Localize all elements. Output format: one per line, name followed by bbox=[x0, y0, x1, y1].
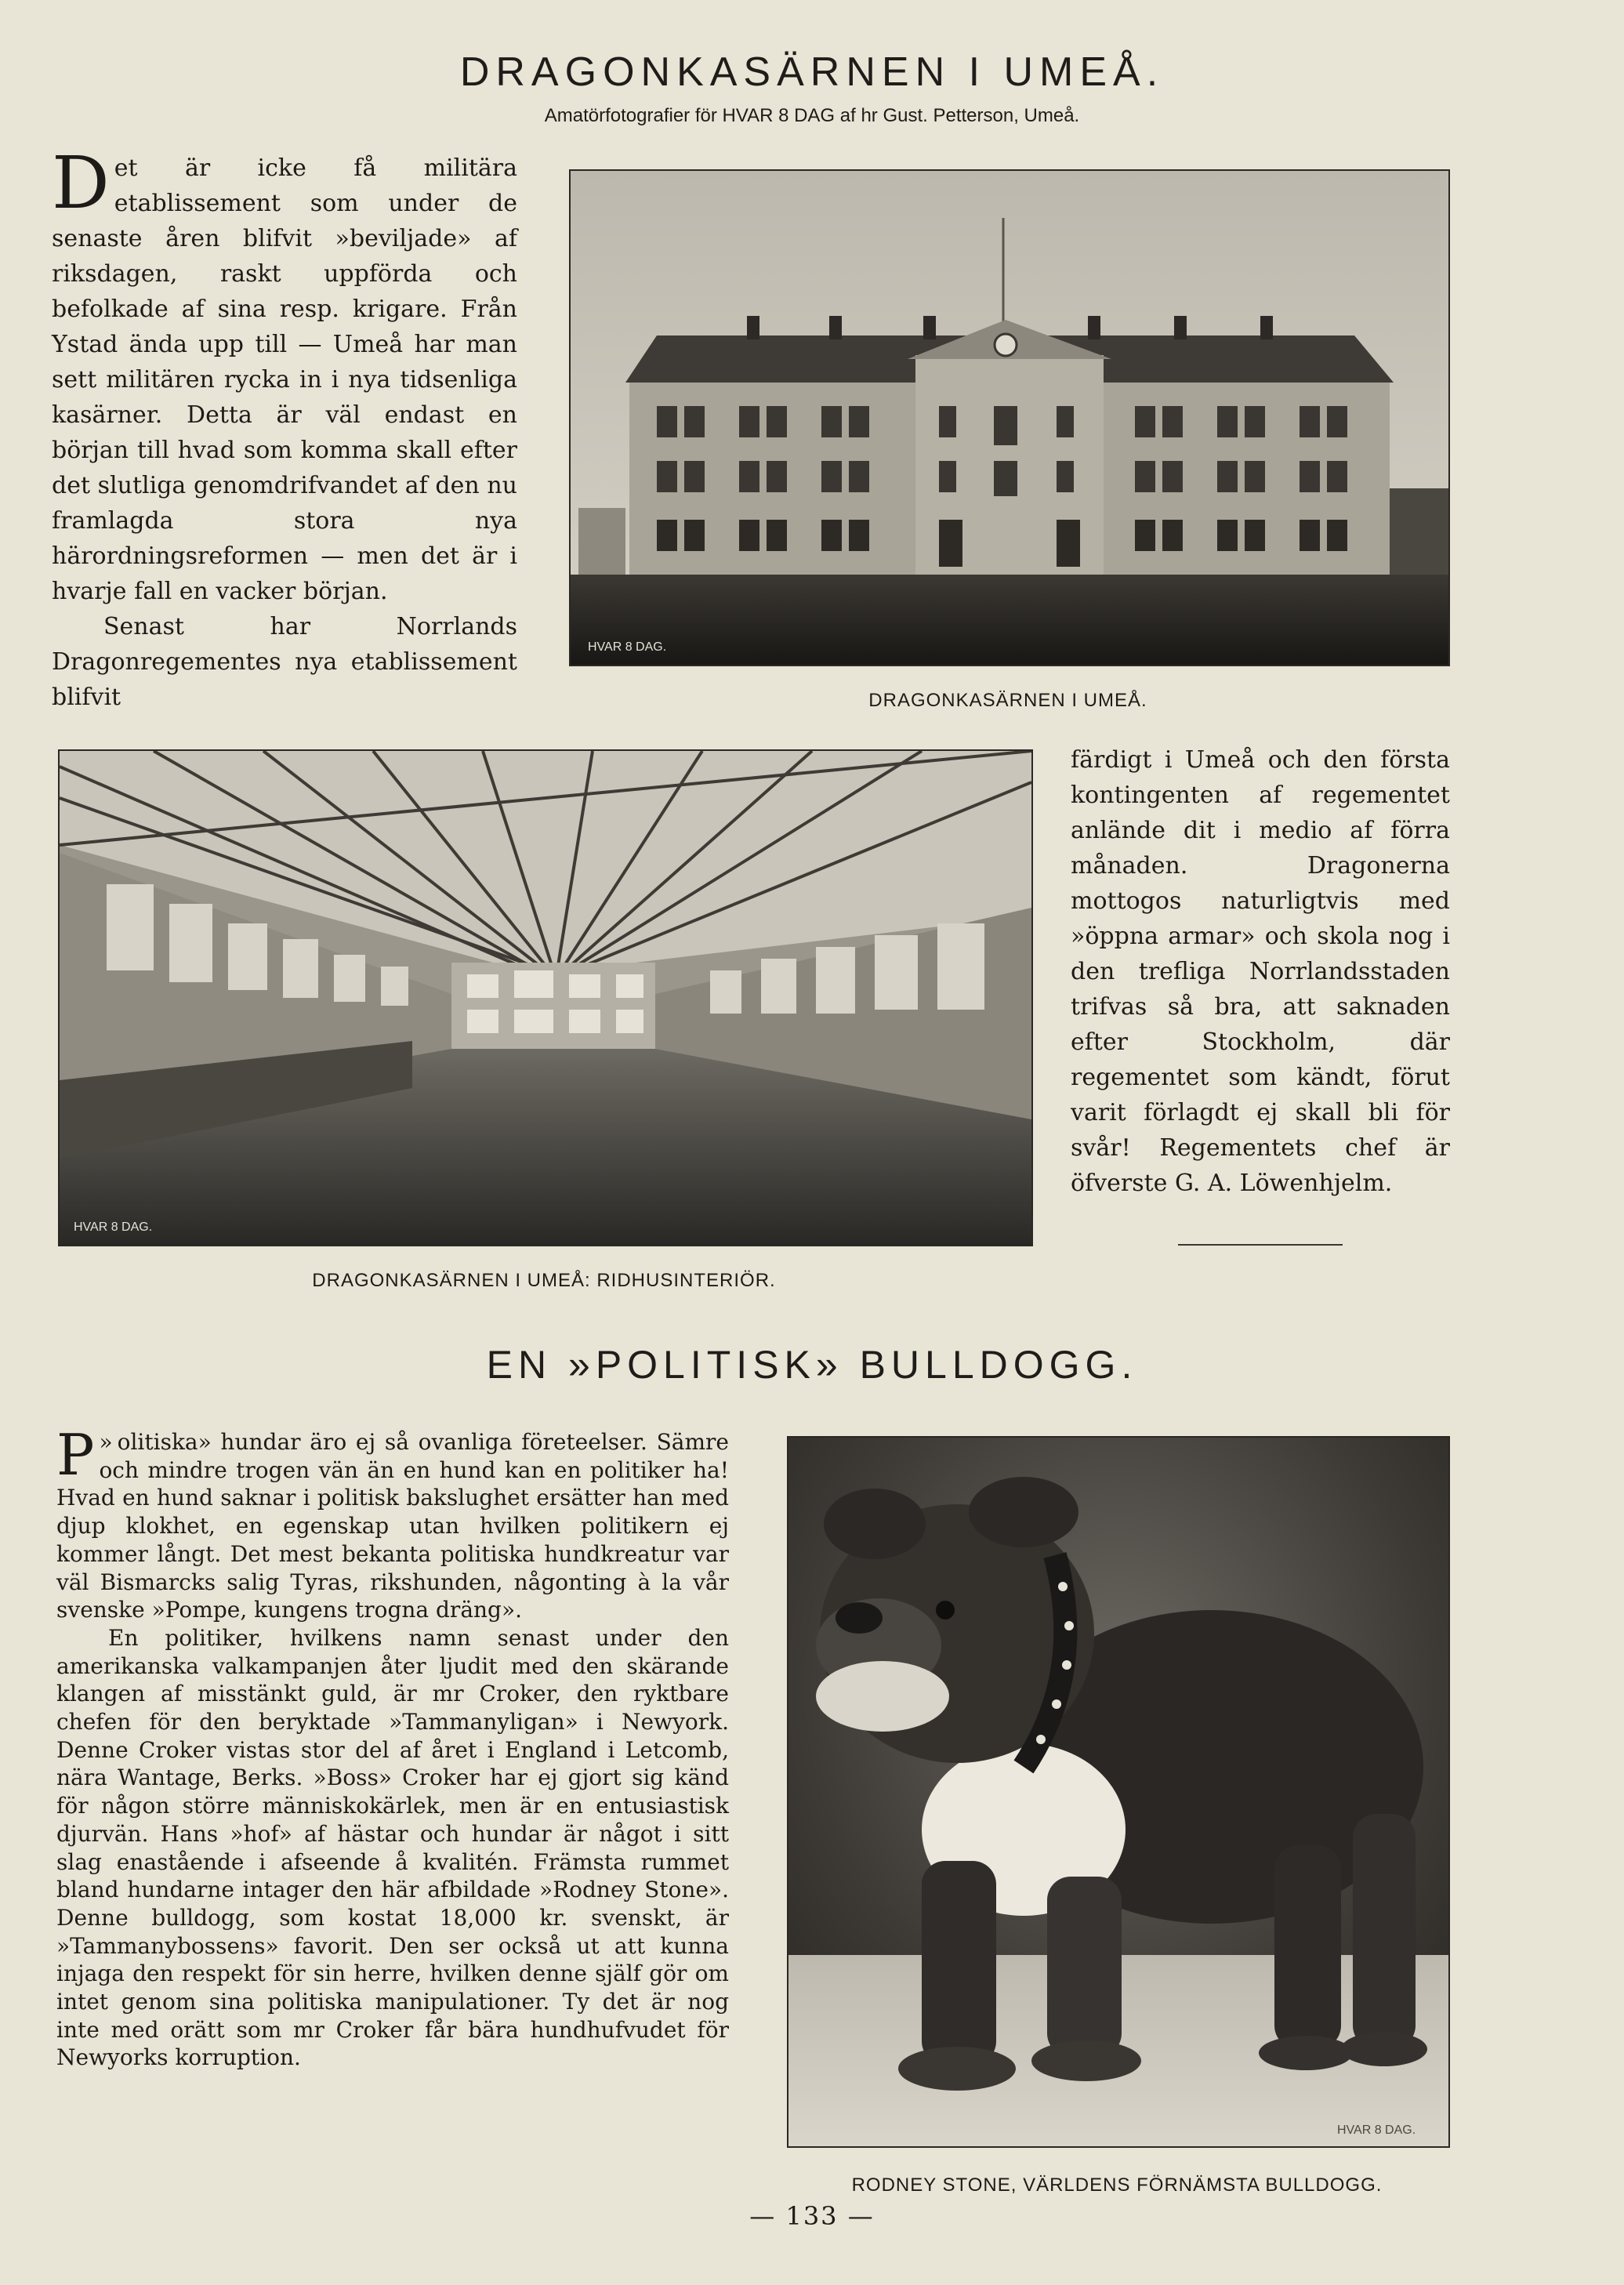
bulldog-photo bbox=[787, 1436, 1450, 2148]
watermark: HVAR 8 DAG. bbox=[1337, 2124, 1416, 2137]
bulldog-illustration bbox=[788, 1438, 1448, 2146]
photo-caption-bulldog: RODNEY STONE, VÄRLDENS FÖRNÄMSTA BULLDOGG. bbox=[851, 2174, 1383, 2196]
article1-paragraph-2: Senast har Norrlands Dragonregementes nya etablissement blifvit bbox=[52, 613, 517, 711]
photo-caption-exterior: DRAGONKASÄRNEN I UMEÅ. bbox=[868, 690, 1147, 711]
riding-hall-illustration bbox=[60, 751, 1031, 1245]
article1-column-left bbox=[52, 141, 517, 715]
article2-paragraph-1 bbox=[56, 1422, 729, 1624]
article2-column bbox=[56, 1422, 729, 2072]
article1-paragraph-1 bbox=[52, 141, 517, 609]
photo-byline: Amatörfotografier för HVAR 8 DAG af hr Gust. Petterson, Umeå. bbox=[544, 105, 1080, 126]
article1-continuation: färdigt i Umeå och den första kontingenten af regementet anlände dit i medio af förra månaden. Dragonerna mottogos naturligtvis med »öppna armar» och skola nog i den trefliga Norrlandsstaden trifvas så bra, att saknaden efter Stockholm, där regementet som kändt, förut varit förlagdt ej skall bli för svår! Regementets chef är öfverste G. A. Löwenhjelm. bbox=[1071, 746, 1450, 1197]
watermark: HVAR 8 DAG. bbox=[588, 640, 667, 654]
article2-p1-text: olitiska» hundar äro ej så ovanliga företeelser. Sämre och mindre trogen vän än en hund kan en politiker ha! Hvad en hund saknar i politisk bakslughet ersätter han med djup klokhet, en egenskap utan hvilken politikern ej kommer långt. Det mest bekanta politiska hundkreatur var väl Bismarcks salig Tyras, rikshunden, någonting à la vår svenske »Pompe, kungens trogna dräng». bbox=[56, 1429, 729, 1623]
drop-cap-d: D bbox=[52, 141, 110, 225]
riding-hall-interior-photo bbox=[58, 749, 1033, 1246]
photo-caption-interior: DRAGONKASÄRNEN I UMEÅ: RIDHUSINTERIÖR. bbox=[312, 1270, 776, 1291]
barracks-exterior-photo bbox=[569, 169, 1450, 666]
article-title-dragonkasarnen: DRAGONKASÄRNEN I UMEÅ. bbox=[459, 49, 1165, 95]
lead-quote-mark: » bbox=[99, 1429, 113, 1455]
barracks-exterior-illustration bbox=[571, 171, 1448, 665]
watermark: HVAR 8 DAG. bbox=[74, 1220, 153, 1234]
drop-cap-p: P bbox=[56, 1422, 95, 1488]
article1-p1-text: et är icke få militära etablissement som under de senaste åren blifvit »beviljade» af riksdagen, raskt uppförda och befolkade af sina resp. krigare. Från Ystad ända upp till — Umeå har man sett militären rycka in i nya tidsenliga kasärner. Detta är väl endast en början till hvad som komma skall efter det slutliga genomdrifvandet af den nu framlagda stora nya härordningsreformen — men det är i hvarje fall en vacker början. bbox=[52, 154, 517, 605]
article1-column-right bbox=[1071, 742, 1450, 1201]
page-number: — 133 — bbox=[749, 2201, 875, 2231]
section-divider bbox=[1178, 1244, 1343, 1246]
article2-paragraph-2: En politiker, hvilkens namn senast under den amerikanska valkampanjen åter ljudit med den skärande klangen af misstänkt guld, är mr Croker, den ryktbare chefen för den beryktade »Tammanyligan» i Newyork. Denne Croker vistas stor del af året i England i Letcomb, nära Wantage, Berks. »Boss» Croker har ej gjort sig känd för någon större människokärlek, men är en entusiastisk djurvän. Hans »hof» af hästar och hundar är något i sitt slag enastående i afseende å kvalitén. Främsta rummet bland hundarne intager den här afbildade »Rodney Stone». Denne bulldogg, som kostat 18,000 kr. svenskt, är »Tammanybossens» favorit. Den ser också ut att kunna injaga den respekt för sin herre, hvilken denne själf gör om intet genom sina politiska manipulationer. Ty det är nog inte med orätt som mr Croker får bära hundhufvudet för Newyorks korruption. bbox=[56, 1624, 729, 2071]
article-title-bulldogg: EN »POLITISK» BULLDOGG. bbox=[486, 1343, 1138, 1387]
